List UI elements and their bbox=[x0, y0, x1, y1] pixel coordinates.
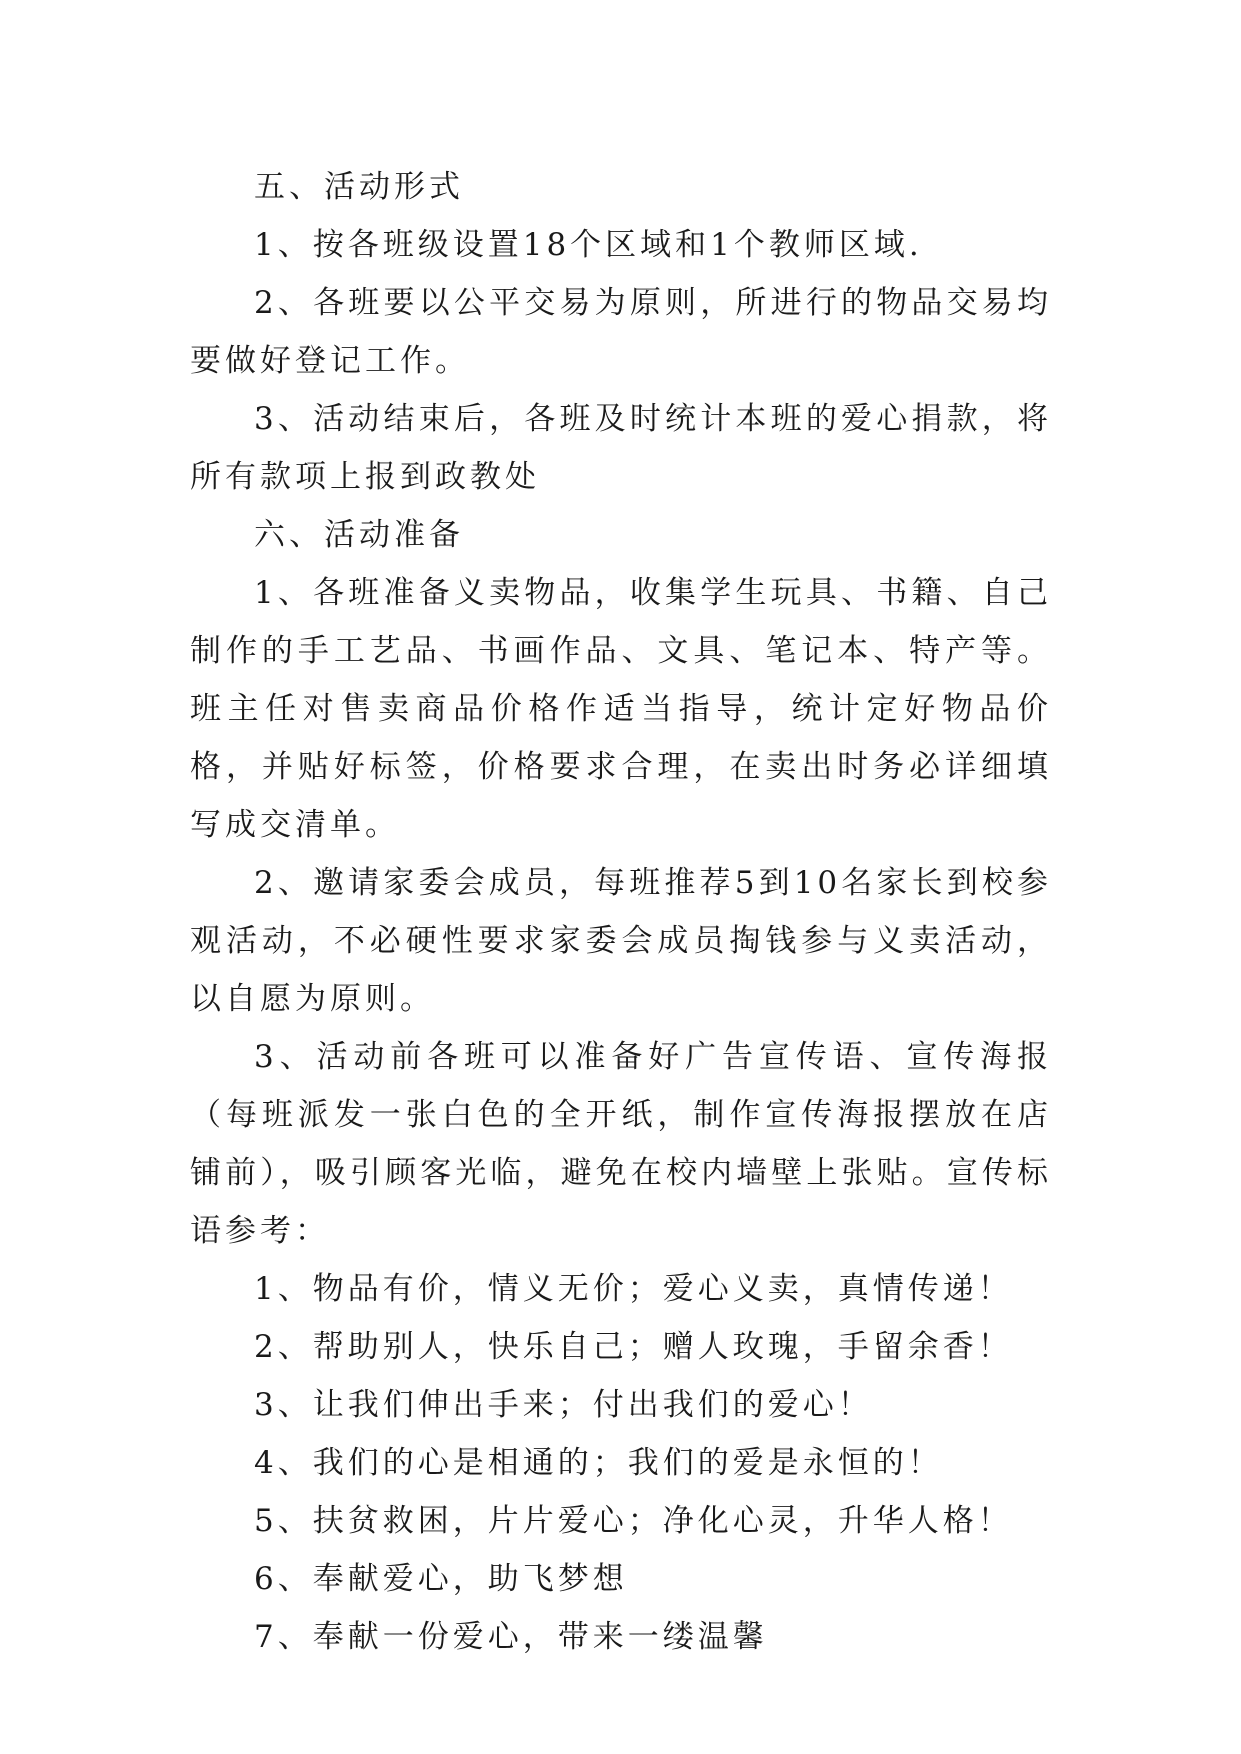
section-heading-activity-form: 五、活动形式 bbox=[254, 169, 464, 205]
paragraph: 3、活动前各班可以准备好广告宣传语、宣传海报（每班派发一张白色的全开纸，制作宣传海报摆放在店铺前），吸引顾客光临，避免在校内墙壁上张贴。宣传标语参考： bbox=[190, 1039, 1052, 1249]
paragraph: 2、各班要以公平交易为原则，所进行的物品交易均要做好登记工作。 bbox=[190, 285, 1052, 379]
slogan-item: 1、物品有价，情义无价；爱心义卖，真情传递！ bbox=[254, 1271, 1013, 1307]
paragraph: 2、邀请家委会成员，每班推荐5到10名家长到校参观活动，不必硬性要求家委会成员掏钱参与义卖活动，以自愿为原则。 bbox=[190, 865, 1052, 1017]
paragraph: 1、各班准备义卖物品，收集学生玩具、书籍、自己制作的手工艺品、书画作品、文具、笔记本、特产等。班主任对售卖商品价格作适当指导，统计定好物品价格，并贴好标签，价格要求合理，在卖出时务必详细填写成交清单。 bbox=[190, 575, 1052, 843]
paragraph: 1、按各班级设置18个区域和1个教师区域. bbox=[254, 227, 923, 263]
paragraph: 3、活动结束后，各班及时统计本班的爱心捐款，将所有款项上报到政教处 bbox=[190, 401, 1052, 495]
section-heading-activity-preparation: 六、活动准备 bbox=[254, 517, 464, 553]
slogan-item: 7、奉献一份爱心，带来一缕温馨 bbox=[254, 1619, 768, 1655]
slogan-item: 2、帮助别人，快乐自己；赠人玫瑰，手留余香！ bbox=[254, 1329, 1013, 1365]
document-body bbox=[190, 158, 1052, 1666]
slogan-item: 6、奉献爱心，助飞梦想 bbox=[254, 1561, 628, 1597]
slogan-item: 5、扶贫救困，片片爱心；净化心灵，升华人格！ bbox=[254, 1503, 1013, 1539]
slogan-item: 3、让我们伸出手来；付出我们的爱心！ bbox=[254, 1387, 873, 1423]
slogan-item: 4、我们的心是相通的；我们的爱是永恒的！ bbox=[254, 1445, 943, 1481]
